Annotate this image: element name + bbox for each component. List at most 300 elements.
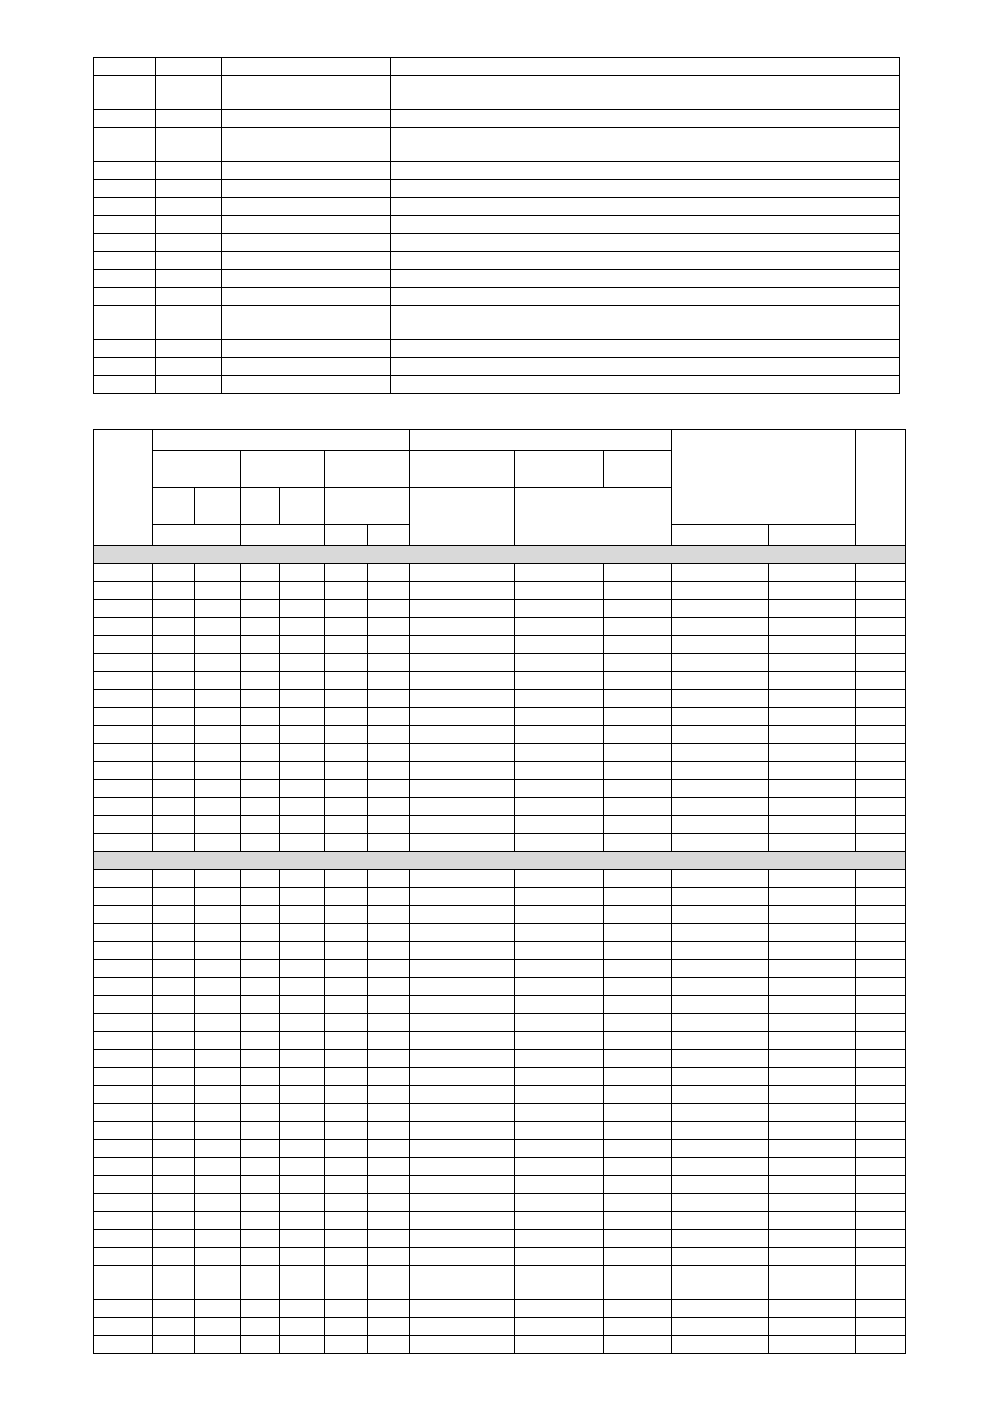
table-cell — [410, 870, 515, 888]
table-cell — [604, 1230, 672, 1248]
table-row — [94, 942, 906, 960]
table-cell — [325, 582, 368, 600]
table-cell — [280, 870, 325, 888]
section-band-cell — [94, 852, 906, 870]
table-cell — [410, 780, 515, 798]
table-cell — [195, 1014, 241, 1032]
header-cell — [410, 488, 515, 546]
table-cell — [604, 816, 672, 834]
table-cell — [368, 1176, 410, 1194]
table-cell — [195, 888, 241, 906]
header-cell — [672, 525, 769, 546]
table-cell — [325, 1266, 368, 1300]
table-row — [94, 1086, 906, 1104]
table-cell — [280, 618, 325, 636]
table-cell — [604, 1176, 672, 1194]
table-cell — [672, 1230, 769, 1248]
table-cell — [368, 1104, 410, 1122]
table-cell — [241, 978, 280, 996]
table-cell — [241, 1050, 280, 1068]
table-cell — [368, 1248, 410, 1266]
table-cell — [241, 654, 280, 672]
table-cell — [94, 128, 156, 162]
table-cell — [94, 780, 153, 798]
table-cell — [368, 708, 410, 726]
table-cell — [856, 906, 906, 924]
table-cell — [368, 1194, 410, 1212]
header-cell — [153, 525, 241, 546]
table-row — [94, 270, 900, 288]
table-cell — [241, 1266, 280, 1300]
table-cell — [222, 110, 391, 128]
table-cell — [769, 942, 856, 960]
header-cell — [153, 430, 410, 451]
table-cell — [241, 1230, 280, 1248]
table-cell — [156, 376, 222, 394]
table-cell — [856, 1212, 906, 1230]
table-cell — [222, 376, 391, 394]
table-cell — [156, 162, 222, 180]
table-cell — [241, 672, 280, 690]
table-cell — [153, 708, 195, 726]
table-cell — [153, 690, 195, 708]
table-cell — [410, 1086, 515, 1104]
table-cell — [195, 942, 241, 960]
table-cell — [195, 816, 241, 834]
table-cell — [195, 906, 241, 924]
table-cell — [769, 618, 856, 636]
table-cell — [241, 1336, 280, 1354]
table-cell — [153, 960, 195, 978]
header-cell — [515, 451, 604, 488]
table-cell — [222, 358, 391, 376]
table-cell — [94, 816, 153, 834]
table-cell — [153, 1104, 195, 1122]
table-row — [94, 582, 906, 600]
table-cell — [280, 1248, 325, 1266]
table-cell — [856, 1158, 906, 1176]
table-cell — [856, 780, 906, 798]
table-cell — [410, 906, 515, 924]
table-cell — [515, 1248, 604, 1266]
table-cell — [153, 1014, 195, 1032]
table-cell — [856, 690, 906, 708]
table-cell — [515, 1104, 604, 1122]
table-row — [94, 1194, 906, 1212]
table-cell — [515, 870, 604, 888]
table-cell — [856, 726, 906, 744]
table-cell — [410, 1194, 515, 1212]
table-cell — [672, 726, 769, 744]
table-cell — [410, 762, 515, 780]
table-cell — [325, 690, 368, 708]
table-cell — [856, 672, 906, 690]
table-cell — [672, 816, 769, 834]
table-cell — [94, 198, 156, 216]
table-row — [94, 1050, 906, 1068]
table-cell — [391, 180, 900, 198]
table-cell — [94, 654, 153, 672]
table-cell — [94, 942, 153, 960]
table-cell — [325, 618, 368, 636]
table-cell — [856, 1140, 906, 1158]
table-cell — [604, 618, 672, 636]
header-cell — [195, 488, 241, 525]
table-row — [94, 762, 906, 780]
table-cell — [672, 1140, 769, 1158]
table-cell — [94, 1140, 153, 1158]
table-cell — [769, 690, 856, 708]
table-cell — [515, 1032, 604, 1050]
table-cell — [156, 270, 222, 288]
table-cell — [672, 906, 769, 924]
table-cell — [325, 924, 368, 942]
table-cell — [769, 870, 856, 888]
table-cell — [410, 960, 515, 978]
table-cell — [156, 216, 222, 234]
table-cell — [325, 1140, 368, 1158]
table-cell — [94, 358, 156, 376]
table-cell — [153, 1194, 195, 1212]
table-cell — [604, 1050, 672, 1068]
table-cell — [769, 1014, 856, 1032]
table-cell — [856, 582, 906, 600]
table-cell — [94, 1176, 153, 1194]
table-cell — [368, 780, 410, 798]
table-cell — [604, 690, 672, 708]
table-cell — [672, 564, 769, 582]
table-cell — [515, 1068, 604, 1086]
table-cell — [153, 1158, 195, 1176]
table-cell — [280, 672, 325, 690]
table-cell — [94, 216, 156, 234]
table-cell — [195, 600, 241, 618]
table-cell — [94, 870, 153, 888]
table-cell — [195, 1122, 241, 1140]
table-cell — [94, 924, 153, 942]
header-cell — [410, 430, 672, 451]
header-cell — [153, 451, 241, 488]
table-cell — [325, 978, 368, 996]
table-cell — [410, 942, 515, 960]
header-cell — [672, 430, 856, 525]
table-cell — [195, 1194, 241, 1212]
table-cell — [94, 1104, 153, 1122]
table-cell — [280, 1158, 325, 1176]
table-cell — [672, 582, 769, 600]
table-cell — [515, 1318, 604, 1336]
table-cell — [368, 1266, 410, 1300]
table-cell — [769, 636, 856, 654]
table-cell — [515, 1140, 604, 1158]
table-cell — [280, 960, 325, 978]
table-cell — [410, 600, 515, 618]
table-cell — [368, 816, 410, 834]
table-cell — [241, 1032, 280, 1050]
table-row — [94, 708, 906, 726]
header-cell — [325, 488, 410, 525]
table-cell — [368, 1122, 410, 1140]
table-cell — [515, 1230, 604, 1248]
table-cell — [769, 1050, 856, 1068]
table-cell — [325, 1176, 368, 1194]
table-cell — [325, 1230, 368, 1248]
table-cell — [280, 1104, 325, 1122]
table-cell — [153, 888, 195, 906]
header-cell — [241, 488, 280, 525]
table-cell — [280, 1068, 325, 1086]
table-cell — [368, 1086, 410, 1104]
table-cell — [241, 888, 280, 906]
table-cell — [515, 780, 604, 798]
table-cell — [195, 1140, 241, 1158]
table-cell — [195, 672, 241, 690]
table-cell — [153, 582, 195, 600]
table-cell — [672, 600, 769, 618]
table-cell — [672, 780, 769, 798]
table-cell — [769, 816, 856, 834]
table-cell — [195, 582, 241, 600]
table-cell — [856, 960, 906, 978]
table-cell — [195, 690, 241, 708]
table-cell — [241, 618, 280, 636]
table-cell — [94, 270, 156, 288]
table-cell — [94, 288, 156, 306]
header-cell — [280, 488, 325, 525]
table-cell — [515, 942, 604, 960]
table-cell — [156, 128, 222, 162]
table-cell — [325, 636, 368, 654]
table-cell — [856, 762, 906, 780]
table-cell — [94, 1212, 153, 1230]
table-cell — [153, 1336, 195, 1354]
table-row — [94, 306, 900, 340]
table-cell — [280, 762, 325, 780]
table-cell — [153, 654, 195, 672]
lower-table — [93, 429, 906, 1354]
table-cell — [280, 906, 325, 924]
table-cell — [94, 1318, 153, 1336]
table-row — [94, 1266, 906, 1300]
table-cell — [280, 582, 325, 600]
table-cell — [156, 252, 222, 270]
table-row — [94, 376, 900, 394]
table-cell — [368, 618, 410, 636]
header-cell — [368, 525, 410, 546]
table-cell — [222, 58, 391, 76]
table-cell — [368, 1158, 410, 1176]
table-cell — [410, 582, 515, 600]
table-cell — [368, 1318, 410, 1336]
table-cell — [515, 708, 604, 726]
table-cell — [241, 1300, 280, 1318]
table-cell — [410, 636, 515, 654]
table-cell — [153, 762, 195, 780]
table-cell — [368, 942, 410, 960]
table-cell — [153, 600, 195, 618]
table-cell — [604, 1104, 672, 1122]
table-cell — [604, 978, 672, 996]
table-cell — [856, 1266, 906, 1300]
table-cell — [94, 726, 153, 744]
table-cell — [856, 798, 906, 816]
table-cell — [153, 906, 195, 924]
table-cell — [856, 1014, 906, 1032]
table-cell — [368, 600, 410, 618]
table-cell — [410, 1068, 515, 1086]
table-cell — [280, 654, 325, 672]
table-cell — [368, 834, 410, 852]
table-cell — [515, 582, 604, 600]
table-cell — [515, 1122, 604, 1140]
table-row — [94, 234, 900, 252]
table-cell — [153, 1248, 195, 1266]
table-cell — [672, 942, 769, 960]
table-row — [94, 996, 906, 1014]
table-cell — [368, 1300, 410, 1318]
table-cell — [280, 924, 325, 942]
table-cell — [368, 690, 410, 708]
table-cell — [325, 1068, 368, 1086]
table-cell — [604, 924, 672, 942]
lower-table-body — [94, 546, 906, 1354]
table-cell — [368, 1014, 410, 1032]
table-cell — [325, 834, 368, 852]
table-cell — [769, 1266, 856, 1300]
table-row — [94, 128, 900, 162]
table-cell — [222, 76, 391, 110]
table-cell — [195, 708, 241, 726]
table-cell — [94, 672, 153, 690]
table-cell — [195, 726, 241, 744]
table-cell — [856, 654, 906, 672]
table-cell — [156, 288, 222, 306]
table-cell — [515, 1086, 604, 1104]
table-cell — [515, 1194, 604, 1212]
table-cell — [672, 1266, 769, 1300]
table-cell — [153, 1050, 195, 1068]
table-cell — [195, 924, 241, 942]
table-cell — [241, 1140, 280, 1158]
header-cell — [604, 451, 672, 488]
table-cell — [94, 888, 153, 906]
table-cell — [410, 1176, 515, 1194]
table-cell — [672, 1086, 769, 1104]
table-cell — [604, 564, 672, 582]
table-cell — [515, 564, 604, 582]
table-cell — [195, 1086, 241, 1104]
table-cell — [391, 270, 900, 288]
table-cell — [325, 708, 368, 726]
table-cell — [410, 798, 515, 816]
table-row — [94, 780, 906, 798]
table-cell — [280, 888, 325, 906]
table-cell — [515, 924, 604, 942]
table-cell — [94, 376, 156, 394]
table-cell — [604, 1194, 672, 1212]
table-cell — [604, 726, 672, 744]
table-cell — [515, 1014, 604, 1032]
table-cell — [280, 1032, 325, 1050]
table-cell — [280, 1086, 325, 1104]
table-cell — [515, 978, 604, 996]
table-cell — [604, 1158, 672, 1176]
upper-table-body — [94, 58, 900, 394]
table-cell — [195, 1050, 241, 1068]
table-cell — [280, 978, 325, 996]
table-cell — [410, 1230, 515, 1248]
table-cell — [604, 888, 672, 906]
table-cell — [156, 110, 222, 128]
table-cell — [94, 1050, 153, 1068]
table-cell — [672, 1336, 769, 1354]
table-cell — [672, 834, 769, 852]
table-cell — [241, 1194, 280, 1212]
table-cell — [195, 1068, 241, 1086]
table-cell — [280, 1176, 325, 1194]
table-cell — [156, 180, 222, 198]
table-cell — [604, 942, 672, 960]
table-cell — [410, 888, 515, 906]
table-cell — [222, 306, 391, 340]
table-cell — [672, 1248, 769, 1266]
table-cell — [280, 1050, 325, 1068]
table-cell — [94, 1266, 153, 1300]
table-cell — [391, 76, 900, 110]
table-cell — [153, 942, 195, 960]
table-row — [94, 600, 906, 618]
table-cell — [94, 834, 153, 852]
table-cell — [410, 672, 515, 690]
table-cell — [672, 996, 769, 1014]
table-cell — [604, 582, 672, 600]
table-cell — [856, 1194, 906, 1212]
table-cell — [325, 564, 368, 582]
table-cell — [280, 816, 325, 834]
table-cell — [94, 252, 156, 270]
section-band — [94, 546, 906, 564]
table-cell — [769, 1086, 856, 1104]
table-cell — [153, 870, 195, 888]
table-cell — [195, 564, 241, 582]
table-cell — [769, 1212, 856, 1230]
table-cell — [391, 216, 900, 234]
table-cell — [241, 906, 280, 924]
table-cell — [515, 1158, 604, 1176]
table-cell — [368, 1212, 410, 1230]
table-cell — [391, 162, 900, 180]
table-cell — [368, 798, 410, 816]
table-cell — [94, 180, 156, 198]
table-cell — [241, 1104, 280, 1122]
table-cell — [94, 1014, 153, 1032]
table-cell — [241, 870, 280, 888]
table-cell — [515, 996, 604, 1014]
table-cell — [410, 1014, 515, 1032]
table-cell — [672, 1300, 769, 1318]
table-cell — [241, 816, 280, 834]
table-row — [94, 1248, 906, 1266]
table-cell — [241, 1158, 280, 1176]
table-cell — [604, 1318, 672, 1336]
table-cell — [391, 306, 900, 340]
table-cell — [195, 1318, 241, 1336]
table-cell — [391, 252, 900, 270]
table-row — [94, 1318, 906, 1336]
table-cell — [325, 1104, 368, 1122]
table-cell — [410, 996, 515, 1014]
table-cell — [241, 1014, 280, 1032]
